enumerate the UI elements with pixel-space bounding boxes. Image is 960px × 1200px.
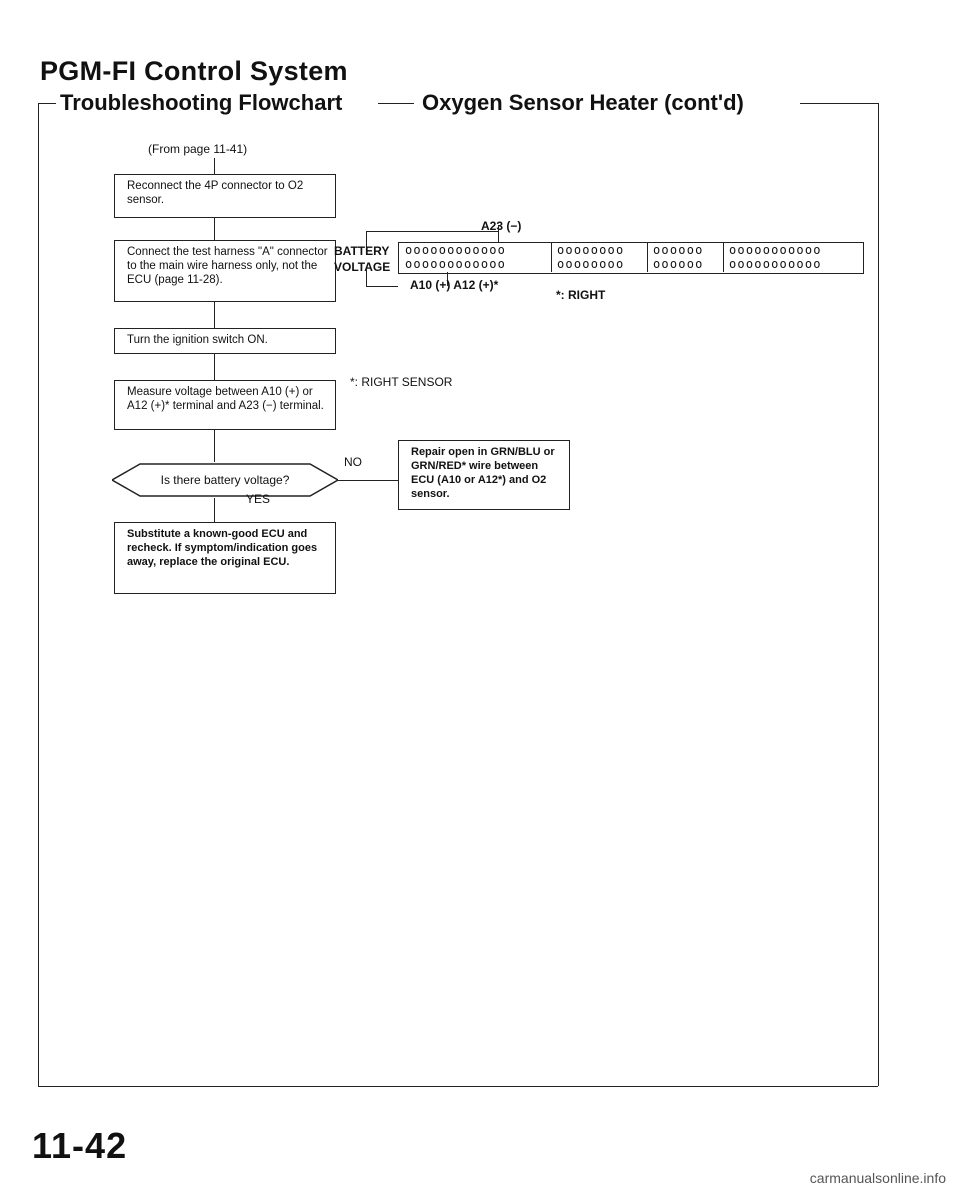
connector-line <box>498 225 499 242</box>
connector-line <box>214 158 215 174</box>
decision-diamond <box>112 462 338 498</box>
topic-title: Oxygen Sensor Heater (cont'd) <box>418 90 748 116</box>
step-measure-box <box>114 380 336 430</box>
connector-line <box>366 231 498 232</box>
pin-row-2-group-1: oooooooooooo <box>405 257 507 271</box>
watermark: carmanualsonline.info <box>809 1170 946 1186</box>
connector-line <box>214 498 215 522</box>
pin-row-1-group-1: oooooooooooo <box>405 243 507 257</box>
step-measure-text: Measure voltage between A10 (+) or A12 (+)* terminal and A23 (−) terminal. <box>127 386 324 412</box>
step-connect-harness-text: Connect the test harness "A" connector to the main wire harness only, not the ECU (page 11-28). <box>127 246 328 286</box>
connector-line <box>214 430 215 462</box>
pin-row-1-group-3: oooooo <box>653 243 704 257</box>
no-branch-line <box>338 480 398 481</box>
battery-label: BATTERY <box>334 244 390 258</box>
voltage-label: VOLTAGE <box>334 260 391 274</box>
pin-row-2-group-4: ooooooooooo <box>729 257 822 271</box>
pin-row-1-group-4: ooooooooooo <box>729 243 822 257</box>
connector-line <box>366 286 398 287</box>
yes-result-box <box>114 522 336 594</box>
connector-divider <box>647 243 648 272</box>
no-result-box <box>398 440 570 510</box>
pin-row-1-group-2: oooooooo <box>557 243 625 257</box>
frame-top-left-line <box>38 103 56 104</box>
connector-line <box>214 302 215 328</box>
pin-row-2-group-2: oooooooo <box>557 257 625 271</box>
yes-result-text: Substitute a known-good ECU and recheck. If symptom/indication goes away, replace the original ECU. <box>127 528 318 568</box>
step-reconnect-text: Reconnect the 4P connector to O2 sensor. <box>127 180 304 206</box>
page-title: PGM-FI Control System <box>40 56 348 86</box>
decision-text: Is there battery voltage? <box>160 473 290 487</box>
a10-a12-label: A10 (+) A12 (+)* <box>410 278 499 292</box>
frame-bottom-line <box>38 1086 878 1087</box>
yes-label: YES <box>246 492 271 506</box>
connector-line <box>214 354 215 380</box>
right-note: *: RIGHT <box>556 288 606 302</box>
step-connect-harness-box <box>114 240 336 302</box>
frame-dash-line <box>378 103 414 104</box>
frame-right-line <box>878 103 879 1086</box>
step-reconnect-box <box>114 174 336 218</box>
frame-left-line <box>38 103 39 1086</box>
frame-top-right-line <box>800 103 878 104</box>
step-ignition-text: Turn the ignition switch ON. <box>127 334 268 346</box>
connector-divider <box>723 243 724 272</box>
page-number: 11-42 <box>32 1125 128 1166</box>
a23-label: A23 (−) <box>481 219 522 233</box>
connector-line <box>214 218 215 240</box>
no-label: NO <box>344 455 362 469</box>
ecu-connector <box>398 242 864 274</box>
connector-line <box>366 268 367 286</box>
pin-row-2-group-3: oooooo <box>653 257 704 271</box>
no-result-text: Repair open in GRN/BLU or GRN/RED* wire between ECU (A10 or A12*) and O2 sensor. <box>411 446 555 500</box>
step-ignition-box <box>114 328 336 354</box>
section-title: Troubleshooting Flowchart <box>56 90 346 116</box>
footnote: *: RIGHT SENSOR <box>350 375 453 389</box>
from-page-ref: (From page 11-41) <box>148 142 248 156</box>
connector-divider <box>551 243 552 272</box>
